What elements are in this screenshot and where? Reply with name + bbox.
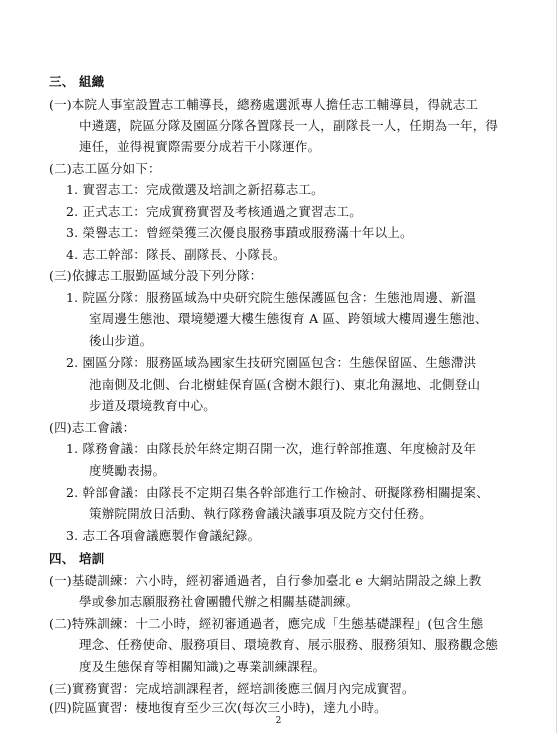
list-item-continuation: 策辦院開放日活動、執行隊務會議決議事項及院方交付任務。 xyxy=(89,506,432,521)
list-item: 1. 隊務會議：由隊長於年終定期召開一次，進行幹部推選、年度檢討及年 xyxy=(66,441,477,456)
paragraph-line: (一)基礎訓練：六小時，經初審通過者，自行參加臺北 e 大網站開設之線上教 xyxy=(49,573,482,588)
paragraph-line: 度及生態保育等相關知識)之專業訓練課程。 xyxy=(79,659,326,674)
list-item: 2. 幹部會議：由隊長不定期召集各幹部進行工作檢討、研擬隊務相關提案、 xyxy=(66,485,489,500)
paragraph-line: (二)特殊訓練：十二小時，經初審通過者，應完成「生態基礎課程」(包含生態 xyxy=(49,616,484,631)
paragraph-line: 中遴選，院區分隊及園區分隊各置隊長一人，副隊長一人，任期為一年，得 xyxy=(79,118,499,133)
paragraph-line: 連任，並得視實際需要分成若干小隊運作。 xyxy=(79,139,321,154)
list-item: 4. 志工幹部：隊長、副隊長、小隊長。 xyxy=(66,247,286,262)
paragraph-line: (四)志工會議： xyxy=(49,420,136,435)
list-item-continuation: 度獎勵表揚。 xyxy=(89,463,166,478)
paragraph-line: (二)志工區分如下： xyxy=(49,161,161,176)
list-item-continuation: 室周邊生態池、環境變遷大樓生態復育 A 區、跨領域大樓周邊生態池、 xyxy=(89,311,488,326)
paragraph-line: (一)本院人事室設置志工輔導長，總務處選派專人擔任志工輔導員，得就志工 xyxy=(49,97,479,112)
section-heading-organization: 三、 組織 xyxy=(49,74,105,89)
list-item-continuation: 池南側及北側、台北樹蛙保育區(含樹木銀行)、東北角濕地、北側登山 xyxy=(89,377,481,392)
paragraph-line: (三)依據志工服勤區域分設下列分隊： xyxy=(49,268,263,283)
paragraph-line: (三)實務實習：完成培訓課程者，經培訓後應三個月內完成實習。 xyxy=(49,681,415,696)
list-item-continuation: 後山步道。 xyxy=(89,333,153,348)
list-item: 3. 志工各項會議應製作會議紀錄。 xyxy=(66,528,261,543)
list-item: 2. 正式志工：完成實務實習及考核通過之實習志工。 xyxy=(66,204,362,219)
paragraph-line: 學或參加志願服務社會團體代辦之相關基礎訓練。 xyxy=(79,594,359,609)
list-item-continuation: 步道及環境教育中心。 xyxy=(89,398,217,413)
section-heading-training: 四、 培訓 xyxy=(49,551,105,566)
list-item: 1. 實習志工：完成徵選及培訓之新招募志工。 xyxy=(66,182,324,197)
paragraph-line: (四)院區實習：棲地復育至少三次(每次三小時)，達九小時。 xyxy=(49,700,387,715)
list-item: 3. 榮譽志工：曾經榮獲三次優良服務事蹟或服務滿十年以上。 xyxy=(66,225,413,240)
list-item: 2. 園區分隊：服務區域為國家生技研究園區包含：生態保留區、生態滯洪 xyxy=(66,355,477,370)
list-item: 1. 院區分隊：服務區域為中央研究院生態保護區包含：生態池周邊、新溫 xyxy=(66,290,477,305)
page-number: 2 xyxy=(275,716,282,726)
paragraph-line: 理念、任務使命、服務項目、環境教育、展示服務、服務須知、服務觀念態 xyxy=(79,637,499,652)
